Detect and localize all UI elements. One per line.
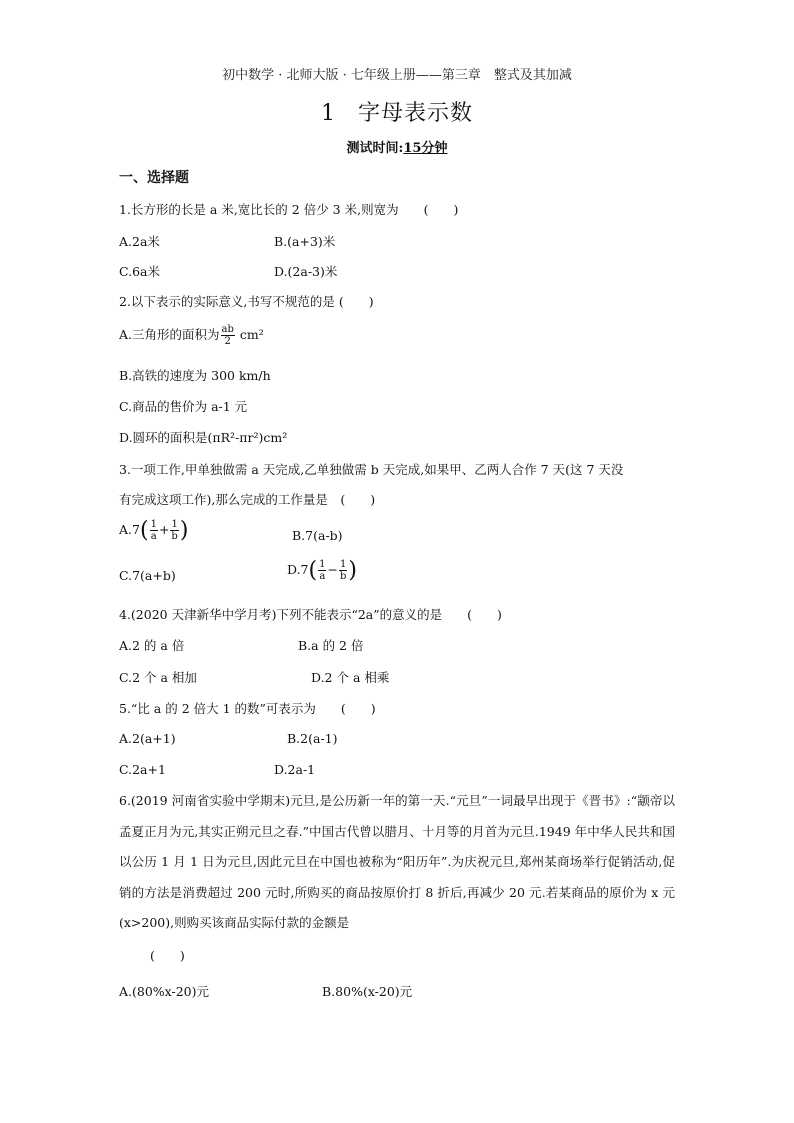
frac-numerator: 1 bbox=[319, 559, 326, 570]
q3-option-d bbox=[287, 558, 357, 583]
title-number: 1 bbox=[320, 101, 336, 126]
question-6-text: 6.(2019 河南省实验中学期末)元旦,是公历新一年的第一天.“元旦”一词最早出现于《晋书》:“颛帝以孟夏正月为元,其实正朔元旦之春.”中国古代曾以腊月、十月等的月首为元旦.1949 年中华人民共和国以公历 1 月 1 日为元旦,因此元旦在中国也被称为“阳历年”.为庆祝元旦,郑州某商场举行促销活动,促销的方法是消费超过 200 元时,所购买的商品按原价打 8 折后,再减少 20 元.若某商品的原价为 x 元(x>200),则购买该商品实际付款的金额是 bbox=[119, 793, 675, 930]
q4-option-b: B.a 的 2 倍 bbox=[298, 638, 364, 653]
section-heading: 一、选择题 bbox=[119, 170, 189, 186]
open-paren: ( bbox=[308, 558, 318, 583]
question-2-stem: 2.以下表示的实际意义,书写不规范的是 ( ) bbox=[119, 294, 374, 309]
test-time-label: 测试时间: bbox=[346, 141, 404, 156]
q2-a-text: A.三角形的面积为 bbox=[119, 327, 220, 342]
close-paren: ) bbox=[348, 558, 357, 583]
q2-option-c: C.商品的售价为 a-1 元 bbox=[119, 399, 248, 414]
frac-denominator: 2 bbox=[224, 336, 231, 347]
frac-numerator: ab bbox=[221, 324, 234, 335]
q6-option-b: B.80%(x-20)元 bbox=[322, 984, 413, 999]
q2-a-fraction bbox=[221, 324, 235, 347]
q1-option-d: D.(2a-3)米 bbox=[274, 264, 338, 279]
q3-a-prefix: A.7 bbox=[119, 522, 140, 537]
q3-option-c: C.7(a+b) bbox=[119, 568, 176, 583]
q1-option-c: C.6a米 bbox=[119, 264, 160, 279]
test-time-value: 15分钟 bbox=[403, 141, 448, 156]
frac-denominator: a bbox=[150, 531, 157, 542]
q5-option-a: A.2(a+1) bbox=[119, 731, 176, 746]
close-paren: ) bbox=[179, 518, 189, 543]
q5-option-c: C.2a+1 bbox=[119, 762, 166, 777]
q3-d-frac2 bbox=[339, 559, 347, 582]
question-3-stem-line2: 有完成这项工作),那么完成的工作量是 ( ) bbox=[119, 492, 376, 507]
frac-numerator: 1 bbox=[150, 519, 157, 530]
q3-d-frac1 bbox=[318, 559, 326, 582]
q3-option-a bbox=[119, 518, 188, 543]
frac-numerator: 1 bbox=[339, 559, 347, 570]
q4-option-d: D.2 个 a 相乘 bbox=[311, 670, 390, 685]
q3-d-op: − bbox=[327, 562, 338, 577]
q6-option-a: A.(80%x-20)元 bbox=[119, 984, 209, 999]
frac-denominator: b bbox=[339, 571, 347, 582]
q2-option-b: B.高铁的速度为 300 km/h bbox=[119, 368, 271, 383]
q2-option-a bbox=[119, 324, 264, 347]
page-title bbox=[0, 96, 794, 127]
frac-numerator: 1 bbox=[171, 519, 178, 530]
q3-a-op: + bbox=[158, 522, 170, 537]
question-4-stem: 4.(2020 天津新华中学月考)下列不能表示“2a”的意义的是 ( ) bbox=[119, 607, 502, 622]
question-3-stem-line1: 3.一项工作,甲单独做需 a 天完成,乙单独做需 b 天完成,如果甲、乙两人合作 7 天(这 7 天没 bbox=[119, 462, 624, 477]
q1-option-b: B.(a+3)米 bbox=[274, 234, 336, 249]
q2-a-unit: cm² bbox=[239, 327, 264, 342]
question-5-stem: 5.“比 a 的 2 倍大 1 的数”可表示为 ( ) bbox=[119, 701, 376, 716]
title-text: 字母表示数 bbox=[357, 101, 473, 126]
page-header: 初中数学 · 北师大版 · 七年级上册——第三章 整式及其加减 bbox=[222, 68, 572, 83]
q6-answer-paren: ( ) bbox=[150, 948, 185, 963]
frac-denominator: b bbox=[171, 531, 178, 542]
q3-option-b: B.7(a-b) bbox=[292, 528, 343, 543]
q3-d-prefix: D.7 bbox=[287, 562, 309, 577]
q5-option-d: D.2a-1 bbox=[274, 762, 316, 777]
q4-option-c: C.2 个 a 相加 bbox=[119, 670, 197, 685]
q1-option-a: A.2a米 bbox=[119, 234, 160, 249]
q2-option-d: D.圆环的面积是(πR²-πr²)cm² bbox=[119, 430, 288, 445]
test-time bbox=[0, 137, 794, 156]
question-1-stem: 1.长方形的长是 a 米,宽比长的 2 倍少 3 米,则宽为 ( ) bbox=[119, 202, 459, 217]
q5-option-b: B.2(a-1) bbox=[287, 731, 338, 746]
q4-option-a: A.2 的 a 倍 bbox=[119, 638, 185, 653]
frac-denominator: a bbox=[319, 571, 326, 582]
open-paren: ( bbox=[139, 518, 149, 543]
q3-a-frac1 bbox=[150, 519, 158, 542]
q3-a-frac2 bbox=[170, 519, 178, 542]
